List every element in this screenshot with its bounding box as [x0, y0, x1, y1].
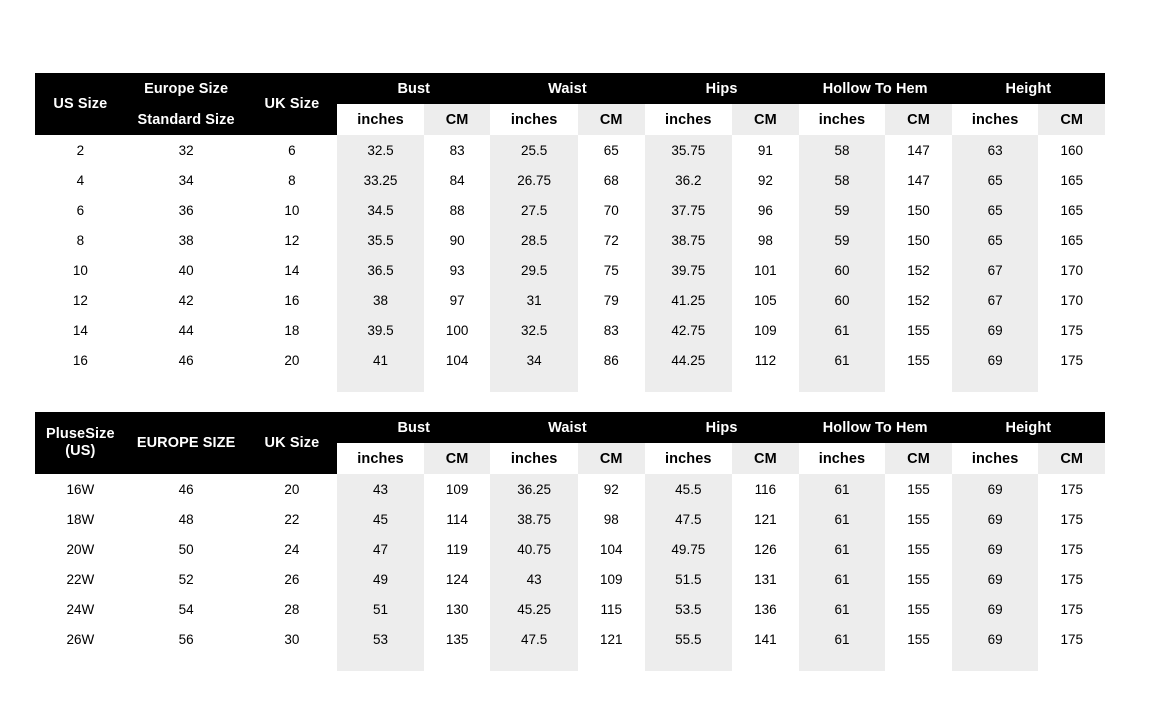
cell-us-size: 10 — [35, 255, 126, 285]
cell-hips-inches: 38.75 — [645, 225, 733, 255]
cell-waist-inches: 29.5 — [490, 255, 578, 285]
cell-hollow-cm: 150 — [885, 195, 952, 225]
cell-height-inches: 67 — [952, 285, 1039, 315]
cell-europe-size: 46 — [126, 474, 247, 504]
header-us-size: US Size — [35, 73, 126, 135]
cell-height-inches: 69 — [952, 624, 1039, 654]
cell-hollow-cm: 150 — [885, 225, 952, 255]
header-hips: Hips — [645, 412, 799, 443]
header-waist: Waist — [490, 412, 644, 443]
tail-cell — [35, 375, 126, 392]
cell-height-inches: 69 — [952, 315, 1039, 345]
header-bust-inches: inches — [337, 104, 424, 135]
cell-hips-inches: 44.25 — [645, 345, 733, 375]
table-row — [35, 195, 1105, 225]
cell-bust-inches: 41 — [337, 345, 424, 375]
cell-waist-inches: 40.75 — [490, 534, 578, 564]
table-row — [35, 165, 1105, 195]
header-waist: Waist — [490, 73, 644, 104]
cell-bust-cm: 90 — [424, 225, 490, 255]
cell-waist-inches: 45.25 — [490, 594, 578, 624]
cell-europe-size: 42 — [126, 285, 247, 315]
tail-cell — [952, 654, 1039, 671]
tail-cell — [424, 654, 490, 671]
cell-plus-size: 24W — [35, 594, 126, 624]
cell-uk-size: 12 — [247, 225, 338, 255]
cell-bust-inches: 33.25 — [337, 165, 424, 195]
header-hips-inches: inches — [645, 104, 733, 135]
tail-cell — [1038, 654, 1105, 671]
table-row — [35, 345, 1105, 375]
cell-europe-size: 32 — [126, 135, 247, 165]
cell-waist-inches: 43 — [490, 564, 578, 594]
cell-europe-size: 46 — [126, 345, 247, 375]
cell-height-inches: 69 — [952, 474, 1039, 504]
tail-cell — [645, 654, 733, 671]
tail-cell — [732, 654, 799, 671]
cell-height-inches: 65 — [952, 165, 1039, 195]
header-hips-cm: CM — [732, 104, 799, 135]
tail-cell — [799, 375, 886, 392]
cell-bust-inches: 47 — [337, 534, 424, 564]
cell-europe-size: 52 — [126, 564, 247, 594]
cell-hips-inches: 42.75 — [645, 315, 733, 345]
cell-waist-inches: 31 — [490, 285, 578, 315]
cell-uk-size: 30 — [247, 624, 338, 654]
table-trailing-row — [35, 654, 1105, 671]
cell-height-inches: 69 — [952, 345, 1039, 375]
cell-hips-cm: 126 — [732, 534, 799, 564]
cell-hollow-cm: 147 — [885, 165, 952, 195]
cell-hollow-cm: 155 — [885, 345, 952, 375]
cell-hips-cm: 141 — [732, 624, 799, 654]
cell-height-inches: 67 — [952, 255, 1039, 285]
cell-us-size: 14 — [35, 315, 126, 345]
cell-height-inches: 65 — [952, 195, 1039, 225]
cell-waist-inches: 36.25 — [490, 474, 578, 504]
cell-height-inches: 69 — [952, 534, 1039, 564]
cell-waist-inches: 32.5 — [490, 315, 578, 345]
header-bust-cm: CM — [424, 104, 490, 135]
cell-height-cm: 175 — [1038, 504, 1105, 534]
table-row — [35, 285, 1105, 315]
header-hips-cm: CM — [732, 443, 799, 474]
tail-cell — [490, 375, 578, 392]
cell-europe-size: 34 — [126, 165, 247, 195]
cell-europe-size: 50 — [126, 534, 247, 564]
header-waist-inches: inches — [490, 443, 578, 474]
cell-uk-size: 6 — [247, 135, 338, 165]
cell-uk-size: 14 — [247, 255, 338, 285]
cell-waist-cm: 68 — [578, 165, 645, 195]
cell-hips-cm: 116 — [732, 474, 799, 504]
header-height-inches: inches — [952, 443, 1039, 474]
cell-uk-size: 22 — [247, 504, 338, 534]
cell-bust-cm: 97 — [424, 285, 490, 315]
header-plus-size-line2: (US) — [65, 443, 96, 459]
cell-bust-cm: 135 — [424, 624, 490, 654]
cell-waist-cm: 121 — [578, 624, 645, 654]
cell-waist-cm: 65 — [578, 135, 645, 165]
header-hollow-to-hem: Hollow To Hem — [799, 73, 952, 104]
tail-cell — [1038, 375, 1105, 392]
cell-waist-cm: 75 — [578, 255, 645, 285]
cell-bust-inches: 36.5 — [337, 255, 424, 285]
cell-bust-cm: 114 — [424, 504, 490, 534]
table-row — [35, 135, 1105, 165]
cell-bust-inches: 43 — [337, 474, 424, 504]
cell-bust-inches: 51 — [337, 594, 424, 624]
cell-hips-inches: 55.5 — [645, 624, 733, 654]
cell-hips-inches: 51.5 — [645, 564, 733, 594]
cell-waist-inches: 26.75 — [490, 165, 578, 195]
cell-uk-size: 8 — [247, 165, 338, 195]
cell-hollow-inches: 59 — [799, 225, 886, 255]
tail-cell — [126, 375, 247, 392]
header-height-cm: CM — [1038, 443, 1105, 474]
header-hollow-cm: CM — [885, 443, 952, 474]
cell-us-size: 8 — [35, 225, 126, 255]
header-standard-size: Standard Size — [126, 104, 247, 135]
table-row — [35, 255, 1105, 285]
cell-hips-cm: 96 — [732, 195, 799, 225]
cell-hollow-cm: 155 — [885, 594, 952, 624]
cell-uk-size: 10 — [247, 195, 338, 225]
cell-bust-cm: 109 — [424, 474, 490, 504]
cell-hollow-cm: 155 — [885, 534, 952, 564]
cell-hollow-cm: 152 — [885, 255, 952, 285]
tail-cell — [885, 654, 952, 671]
cell-waist-cm: 79 — [578, 285, 645, 315]
tail-cell — [578, 654, 645, 671]
table-row — [35, 315, 1105, 345]
cell-bust-cm: 104 — [424, 345, 490, 375]
cell-hollow-cm: 155 — [885, 474, 952, 504]
header-plus-size-us — [35, 412, 126, 474]
cell-uk-size: 18 — [247, 315, 338, 345]
cell-hips-cm: 131 — [732, 564, 799, 594]
cell-hollow-inches: 61 — [799, 345, 886, 375]
cell-us-size: 12 — [35, 285, 126, 315]
cell-uk-size: 20 — [247, 345, 338, 375]
cell-bust-inches: 35.5 — [337, 225, 424, 255]
cell-waist-cm: 104 — [578, 534, 645, 564]
cell-waist-cm: 109 — [578, 564, 645, 594]
table-row — [35, 534, 1105, 564]
cell-waist-inches: 25.5 — [490, 135, 578, 165]
header-height-inches: inches — [952, 104, 1039, 135]
cell-waist-cm: 115 — [578, 594, 645, 624]
cell-height-inches: 69 — [952, 594, 1039, 624]
cell-hips-inches: 45.5 — [645, 474, 733, 504]
cell-hips-inches: 41.25 — [645, 285, 733, 315]
cell-hollow-inches: 61 — [799, 504, 886, 534]
cell-hollow-cm: 147 — [885, 135, 952, 165]
cell-hollow-inches: 61 — [799, 474, 886, 504]
standard-header-row-2 — [35, 104, 1105, 135]
cell-height-cm: 175 — [1038, 624, 1105, 654]
cell-bust-inches: 49 — [337, 564, 424, 594]
header-hollow-to-hem: Hollow To Hem — [799, 412, 952, 443]
table-row — [35, 564, 1105, 594]
standard-table-body — [35, 135, 1105, 392]
cell-europe-size: 56 — [126, 624, 247, 654]
header-waist-cm: CM — [578, 443, 645, 474]
plus-header-row-1 — [35, 412, 1105, 443]
cell-uk-size: 28 — [247, 594, 338, 624]
cell-bust-cm: 130 — [424, 594, 490, 624]
tail-cell — [490, 654, 578, 671]
cell-europe-size: 40 — [126, 255, 247, 285]
table-row — [35, 504, 1105, 534]
header-plus-size-line1: PluseSize — [46, 426, 115, 442]
cell-bust-inches: 53 — [337, 624, 424, 654]
cell-bust-inches: 34.5 — [337, 195, 424, 225]
cell-height-cm: 165 — [1038, 225, 1105, 255]
cell-waist-inches: 38.75 — [490, 504, 578, 534]
cell-waist-inches: 28.5 — [490, 225, 578, 255]
tail-cell — [424, 375, 490, 392]
cell-height-cm: 175 — [1038, 345, 1105, 375]
cell-height-inches: 69 — [952, 504, 1039, 534]
cell-bust-inches: 45 — [337, 504, 424, 534]
cell-height-cm: 170 — [1038, 285, 1105, 315]
header-height: Height — [952, 73, 1105, 104]
cell-hips-cm: 121 — [732, 504, 799, 534]
cell-bust-inches: 38 — [337, 285, 424, 315]
cell-plus-size: 22W — [35, 564, 126, 594]
tail-cell — [799, 654, 886, 671]
cell-height-cm: 160 — [1038, 135, 1105, 165]
cell-hips-inches: 39.75 — [645, 255, 733, 285]
cell-waist-inches: 27.5 — [490, 195, 578, 225]
cell-height-inches: 65 — [952, 225, 1039, 255]
header-bust: Bust — [337, 73, 490, 104]
cell-hollow-cm: 155 — [885, 504, 952, 534]
tail-cell — [35, 654, 126, 671]
cell-hips-inches: 36.2 — [645, 165, 733, 195]
cell-hips-inches: 47.5 — [645, 504, 733, 534]
cell-us-size: 2 — [35, 135, 126, 165]
header-bust-inches: inches — [337, 443, 424, 474]
header-hollow-cm: CM — [885, 104, 952, 135]
cell-hips-cm: 105 — [732, 285, 799, 315]
standard-size-table — [35, 73, 1105, 392]
cell-hips-cm: 91 — [732, 135, 799, 165]
cell-plus-size: 20W — [35, 534, 126, 564]
cell-europe-size: 38 — [126, 225, 247, 255]
header-hollow-inches: inches — [799, 443, 886, 474]
cell-waist-inches: 34 — [490, 345, 578, 375]
cell-hollow-cm: 152 — [885, 285, 952, 315]
cell-hips-cm: 98 — [732, 225, 799, 255]
cell-waist-cm: 86 — [578, 345, 645, 375]
header-europe-size: EUROPE SIZE — [126, 412, 247, 474]
cell-hollow-inches: 61 — [799, 315, 886, 345]
cell-hips-cm: 101 — [732, 255, 799, 285]
cell-plus-size: 16W — [35, 474, 126, 504]
tail-cell — [952, 375, 1039, 392]
cell-hips-inches: 49.75 — [645, 534, 733, 564]
header-height: Height — [952, 412, 1105, 443]
tail-cell — [247, 654, 338, 671]
cell-waist-cm: 92 — [578, 474, 645, 504]
table-row — [35, 594, 1105, 624]
header-uk-size: UK Size — [247, 73, 338, 135]
cell-height-cm: 175 — [1038, 564, 1105, 594]
cell-hollow-inches: 61 — [799, 534, 886, 564]
cell-hollow-inches: 59 — [799, 195, 886, 225]
cell-waist-cm: 98 — [578, 504, 645, 534]
cell-waist-inches: 47.5 — [490, 624, 578, 654]
cell-bust-inches: 39.5 — [337, 315, 424, 345]
header-hips-inches: inches — [645, 443, 733, 474]
cell-hollow-cm: 155 — [885, 564, 952, 594]
cell-height-inches: 69 — [952, 564, 1039, 594]
cell-uk-size: 24 — [247, 534, 338, 564]
cell-hollow-inches: 61 — [799, 624, 886, 654]
table-trailing-row — [35, 375, 1105, 392]
cell-plus-size: 26W — [35, 624, 126, 654]
cell-bust-cm: 124 — [424, 564, 490, 594]
cell-bust-cm: 100 — [424, 315, 490, 345]
header-hollow-inches: inches — [799, 104, 886, 135]
cell-europe-size: 48 — [126, 504, 247, 534]
cell-europe-size: 36 — [126, 195, 247, 225]
cell-europe-size: 44 — [126, 315, 247, 345]
cell-uk-size: 16 — [247, 285, 338, 315]
header-bust-cm: CM — [424, 443, 490, 474]
cell-height-inches: 63 — [952, 135, 1039, 165]
header-uk-size: UK Size — [247, 412, 338, 474]
size-chart-page — [35, 73, 1105, 671]
cell-uk-size: 20 — [247, 474, 338, 504]
cell-hollow-inches: 60 — [799, 285, 886, 315]
header-waist-inches: inches — [490, 104, 578, 135]
cell-bust-cm: 93 — [424, 255, 490, 285]
cell-hollow-inches: 58 — [799, 165, 886, 195]
cell-hollow-inches: 61 — [799, 564, 886, 594]
tail-cell — [126, 654, 247, 671]
cell-hips-inches: 37.75 — [645, 195, 733, 225]
cell-bust-cm: 119 — [424, 534, 490, 564]
header-height-cm: CM — [1038, 104, 1105, 135]
cell-hips-cm: 109 — [732, 315, 799, 345]
cell-hips-inches: 35.75 — [645, 135, 733, 165]
cell-bust-cm: 84 — [424, 165, 490, 195]
cell-height-cm: 175 — [1038, 474, 1105, 504]
header-europe-size: Europe Size — [126, 73, 247, 104]
tail-cell — [247, 375, 338, 392]
cell-height-cm: 165 — [1038, 165, 1105, 195]
cell-hips-inches: 53.5 — [645, 594, 733, 624]
table-row — [35, 474, 1105, 504]
tail-cell — [578, 375, 645, 392]
table-row — [35, 225, 1105, 255]
header-hips: Hips — [645, 73, 799, 104]
cell-hollow-cm: 155 — [885, 624, 952, 654]
cell-bust-inches: 32.5 — [337, 135, 424, 165]
cell-height-cm: 175 — [1038, 594, 1105, 624]
cell-us-size: 4 — [35, 165, 126, 195]
tail-cell — [645, 375, 733, 392]
cell-europe-size: 54 — [126, 594, 247, 624]
cell-hollow-cm: 155 — [885, 315, 952, 345]
cell-hips-cm: 112 — [732, 345, 799, 375]
tail-cell — [885, 375, 952, 392]
cell-us-size: 16 — [35, 345, 126, 375]
table-row — [35, 624, 1105, 654]
cell-waist-cm: 70 — [578, 195, 645, 225]
cell-height-cm: 165 — [1038, 195, 1105, 225]
cell-bust-cm: 83 — [424, 135, 490, 165]
cell-hips-cm: 92 — [732, 165, 799, 195]
cell-us-size: 6 — [35, 195, 126, 225]
cell-bust-cm: 88 — [424, 195, 490, 225]
tail-cell — [337, 375, 424, 392]
header-waist-cm: CM — [578, 104, 645, 135]
cell-uk-size: 26 — [247, 564, 338, 594]
cell-hips-cm: 136 — [732, 594, 799, 624]
tail-cell — [337, 654, 424, 671]
cell-height-cm: 170 — [1038, 255, 1105, 285]
cell-hollow-inches: 61 — [799, 594, 886, 624]
cell-height-cm: 175 — [1038, 534, 1105, 564]
cell-waist-cm: 72 — [578, 225, 645, 255]
plus-table-body — [35, 474, 1105, 671]
header-bust: Bust — [337, 412, 490, 443]
cell-plus-size: 18W — [35, 504, 126, 534]
cell-hollow-inches: 60 — [799, 255, 886, 285]
table-gap — [35, 392, 1105, 412]
cell-hollow-inches: 58 — [799, 135, 886, 165]
tail-cell — [732, 375, 799, 392]
plus-size-table — [35, 412, 1105, 671]
cell-waist-cm: 83 — [578, 315, 645, 345]
standard-header-row-1 — [35, 73, 1105, 104]
cell-height-cm: 175 — [1038, 315, 1105, 345]
